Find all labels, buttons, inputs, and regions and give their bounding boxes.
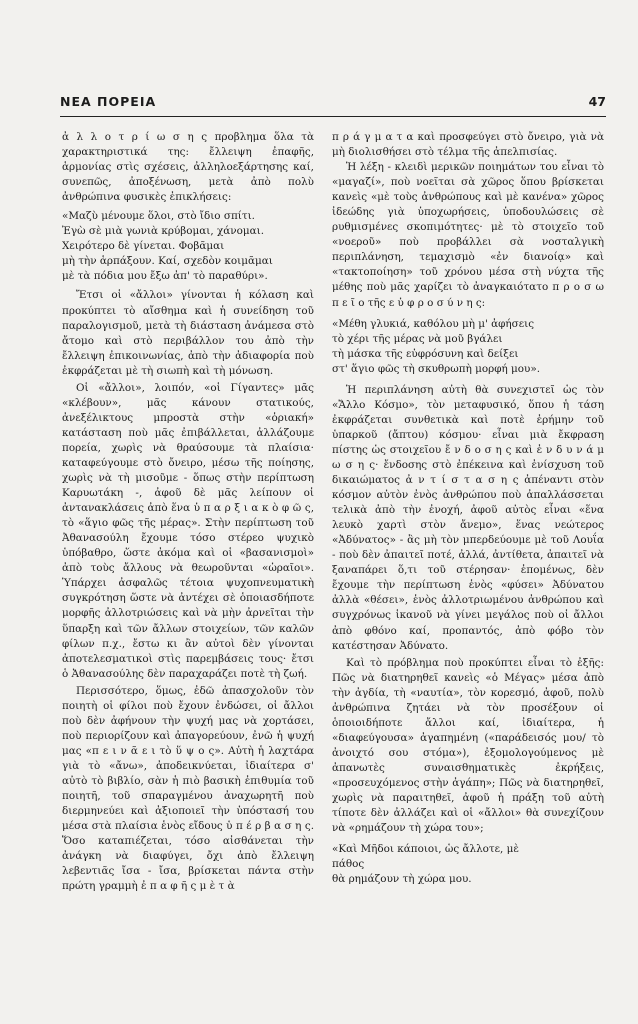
poem-line: θὰ ρημάζουν τὴ χώρα μου. (332, 873, 472, 886)
right-column (332, 130, 604, 1010)
paragraph: Οἱ «ἄλλοι», λοιπόν, «οἱ Γίγαντες» μᾶς «κλέβουν», μᾶς κάνουν στατικούς, ἀνεξέλικτους μπροστὰ στὴν «ὁριακή» κατάσταση ποὺ μᾶς ἐπιβάλλεται, ἀλλάζουμε πορεία, χωρὶς νὰ θραύσουμε τὰ πλαίσια· καταφεύγουμε στὸ ὄνειρο, μέσω τῆς ποίησης, χωρὶς νὰ τὴ μισοῦμε - ὅπως στὴν περίπτωση Καρυωτάκη -, ἀφοῦ δὲ μᾶς λείπουν οἱ ἀντανακλάσεις ἀπὸ ἕνα ὑ π α ρ ξ ι α κ ὸ φ ῶ ς, τὸ «ἅγιο φῶς τῆς μέρας». Στὴν περίπτωση τοῦ Ἀθανασούλη ἔχουμε τόσο στέρεο ψυχικὸ ὑπόβαθρο, ὥστε ἀκόμα καὶ οἱ «βασανισμοὶ» ἀπὸ τοὺς ἄλλους νὰ θεωροῦνται «ὡραῖοι». Ὑπάρχει ἀσφαλῶς τέτοια ψυχοπνευματικὴ συγκρότηση ὥστε νὰ ἀντέχει σὲ ὁποιασδήποτε μορφῆς ἀλλοτριώσεις καὶ νὰ μὴν ἀρνεῖται τὴν ὕπαρξη καὶ τῶν ἄλλων στοιχείων, τῶν καλῶν φίλων π.χ., ἔστω κι ἂν αὐτοὶ δὲν γίνονται ἀποτελεσματικοὶ στὶς παρεμβάσεις τους· ἔτσι ὁ Ἀθανασούλης δὲν παραχαράζει ποτὲ τὴ ζωή. (62, 381, 314, 680)
paragraph: π ρ ά γ μ α τ α καὶ προσφεύγει στὸ ὄνειρο, γιὰ νὰ μὴ διολισθήσει στὸ τέλμα τῆς ἀπελπισίας. (332, 131, 604, 159)
journal-title: ΝΕΑ ΠΟΡΕΙΑ (60, 94, 157, 109)
paragraph: ἀ λ λ ο τ ρ ί ω σ η ς προβλημα ὅλα τὰ χαρακτηριστικά της: ἔλλειψη ἐπαφῆς, ἁρμονίας στὶς σχέσεις, ἀλληλοεξάρτησης καί, συνεπῶς, ἀποξένωση, μετὰ ἀπὸ πολὺ ἀνθρώπινα φυσικὲς ἐπικλήσεις: (62, 131, 314, 204)
poem-line: τὴ μάσκα τῆς εὐφρόσυνη καὶ δείξει (332, 347, 519, 360)
poem-quote (332, 317, 604, 377)
page-number: 47 (588, 94, 606, 109)
paragraph: Ἔτσι οἱ «ἄλλοι» γίνονται ἡ κόλαση καὶ προκύπτει τὸ αἴσθημα καὶ ἡ συνείδηση τοῦ παραλογισμοῦ, μετὰ τὴ διάσταση ἀνάμεσα στὸ ἄτομο καὶ στὸ περιβάλλον του ἀπὸ τὴν ἔλλειψη ἐπικοινωνίας, ἀπὸ τὴν ἀδιαφορία ποὺ ἐκφράζεται μὲ τὴ σιωπὴ καὶ τὴ μόνωση. (62, 289, 314, 377)
poem-quote (332, 842, 604, 887)
poem-line: Χειρότερο δὲ γίνεται. Φοβᾶμαι (62, 240, 225, 253)
poem-line: «Μαζὺ μένουμε ὅλοι, στὸ ἴδιο σπίτι. (62, 210, 255, 223)
paragraph: Ἡ περιπλάνηση αὐτὴ θὰ συνεχιστεῖ ὡς τὸν «Ἄλλο Κόσμο», τὸν μεταφυσικό, ὅπου ἡ τάση ἐκφράζεται συνθετικὰ καὶ ποτὲ ἐρήμην τοῦ ὑπαρκοῦ (ἄπτου) κόσμου· εἶναι μιὰ ἔκφραση πίστης ὡς στοιχεῖου ἔ ν δ ο σ η ς καὶ ἐ ν δ υ ν ά μ ω σ η ς· ἔνδοσης στὸ ἐπέκεινα καὶ ἐνίσχυση τοῦ δικαιώματος ἀ ν τ ί σ τ α σ η ς ἀπέναντι στὸν κόσμον αὐτὸν ἐνὸς ἀνθρώπου ποὺ ἀπαλλάσσεται τελικὰ ἀπὸ τὴν ἐνοχή, ἀφοῦ αὐτὸς εἶναι «ἕνα λευκὸ χαρτὶ στὸν ἄνεμο», ἕνας νεώτερος «Ἀδύνατος» - ἂς μὴ τὸν μπερδεύουμε μὲ τοῦ Λουΐα - ποὺ δὲν ἀπαιτεῖ ποτέ, ἀλλά, ἀντίθετα, ἀπαιτεῖ νὰ ξαναπάρει ὅ,τι τοῦ στέρησαν· ἐπομένως, δὲν ἔχουμε τὴν περίπτωση ἑνὸς «φύσει» Ἀδύνατου ἀλλὰ «θέσει», ἑνὸς ἀλλοτριωμένου ἀνθρώπου καὶ συγχρόνως ἱκανοῦ νὰ γίνει μεγάλος ποὺ οἱ ἄλλοι ἀπὸ φθόνο καί, προπαντός, ἀπὸ φόβο τὸν κατέστησαν Ἀδύνατο. (332, 383, 604, 652)
poem-line: «Μέθη γλυκιά, καθόλου μὴ μ' ἀφήσεις (332, 317, 535, 330)
paragraph: Ἡ λέξη - κλειδὶ μερικῶν ποιημάτων του εἶναι τὸ «μαγαζί», ποὺ νοεῖται σὰ χῶρος ὅπου βρίσκεται κανεὶς «μὲ τοὺς ἀνθρώπους καὶ μὲ κανένα» χῶρος ἰδεώδης γιὰ ὑποχωρήσεις, ὑποδουλώσεις σὲ ρυθμισμένες σκοπιμότητες· μὲ τὸ στοιχεῖο τοῦ «νοεροῦ» ποὺ προβάλλει σὰ νοσταλγικὴ περιπλάνηση, τεμαχισμὸ «ἐν διανοίᾳ» καὶ «τακτοποίηση» τοῦ χρόνου μέσα στὴ νύχτα τῆς μέθης ποὺ μᾶς χαρίζει τὸ ἀναγκαιότατο π ρ ο σ ω π ε ῖ ο τῆς ε ὐ φ ρ ο σ ύ ν η ς: (332, 161, 604, 309)
poem-line: τὸ χέρι τῆς μέρας νὰ μοῦ βγάλει (332, 332, 503, 345)
poem-line: πάθος (332, 858, 365, 871)
poem-quote (62, 209, 314, 284)
paragraph: Περισσότερο, ὅμως, ἐδῶ ἀπασχολοῦν τὸν ποιητὴ οἱ φίλοι ποὺ ἔχουν ἐνδώσει, οἱ ἄλλοι ποὺ δὲν ἀφήνουν τὴν ψυχή μας νὰ χορτάσει, ποὺ περιορίζουν καὶ ἀπαγορεύουν, ἐνῶ ἡ ψυχή μας «π ε ι ν ᾶ ε ι τὸ ὕ ψ ο ς». Αὐτὴ ἡ λαχτάρα γιὰ τὸ «ἄνω», ἀποδεικνύεται, ἰδιαίτερα σ' αὐτὸ τὸ βιβλίο, σὰν ἡ πιὸ βασικὴ ἐπιθυμία τοῦ ποιητῆ, τοῦ σπαραγμένου ἀναχωρητῆ ποὺ διερμηνεύει καὶ ἀξιοποιεῖ τὴν ὑπόστασή του μέσα στὰ πλαίσια ἑνὸς εἴδους ὑ π έ ρ β α σ η ς. Ὅσο καταπιέζεται, τόσο αἰσθάνεται τὴν ἀνάγκη νὰ διαφύγει, ὄχι ἀπὸ ἔλλειψη λεβεντιᾶς ἴσα - ἴσα, βρίσκεται πάντα στὴν πρώτη γραμμὴ ἐ π α φ ῆ ς μ ὲ τ ὰ (62, 684, 314, 893)
paragraph: Καὶ τὸ πρόβλημα ποὺ προκύπτει εἶναι τὸ ἐξῆς: Πῶς νὰ διατηρηθεῖ κανεὶς «ὁ Μέγας» μέσα ἀπὸ τὴν ἀγδία, τὴ «ναυτία», τὸν κορεσμό, ἀφοῦ, πολὺ ἀνθρώπινα ζητάει νὰ τὸν προσέξουν οἱ ὁποιοιδήποτε ἄλλοι καί, ἰδιαίτερα, ἡ «διαφεύγουσα» ἀγαπημένη («παράδεισός μου/ τὸ ἀνοιχτό σου στόμα»), ἐξομολογούμενος μὲ ἀπανωτὲς συναισθηματικὲς ἐκρήξεις, «προσευχόμενος στὴν ἀγάπη»; Πῶς νὰ διατηρηθεῖ, χωρὶς νὰ παραιτηθεῖ, ἀφοῦ ἡ πράξη τοῦ αὐτὴ τίποτε δὲν ἀλλάζει καὶ οἱ «ἄλλοι» θὰ συνεχίζουν νὰ «ρημάζουν τὴ χώρα του»; (332, 656, 604, 835)
poem-line: στ' ἅγιο φῶς τὴ σκυθρωπὴ μορφή μου». (332, 362, 541, 375)
poem-line: Ἐγὼ σὲ μιὰ γωνιὰ κρύβομαι, χάνομαι. (62, 225, 265, 238)
poem-line: «Καὶ Μῆδοι κάποιοι, ὡς ἄλλοτε, μὲ (332, 843, 519, 856)
poem-line: μὴ τὴν ἁρπάξουν. Καί, σχεδὸν κοιμᾶμαι (62, 255, 273, 268)
left-column (62, 130, 314, 1010)
poem-line: μὲ τὰ πόδια μου ἔξω ἀπ' τὸ παραθύρι». (62, 270, 268, 283)
running-header (60, 94, 606, 117)
